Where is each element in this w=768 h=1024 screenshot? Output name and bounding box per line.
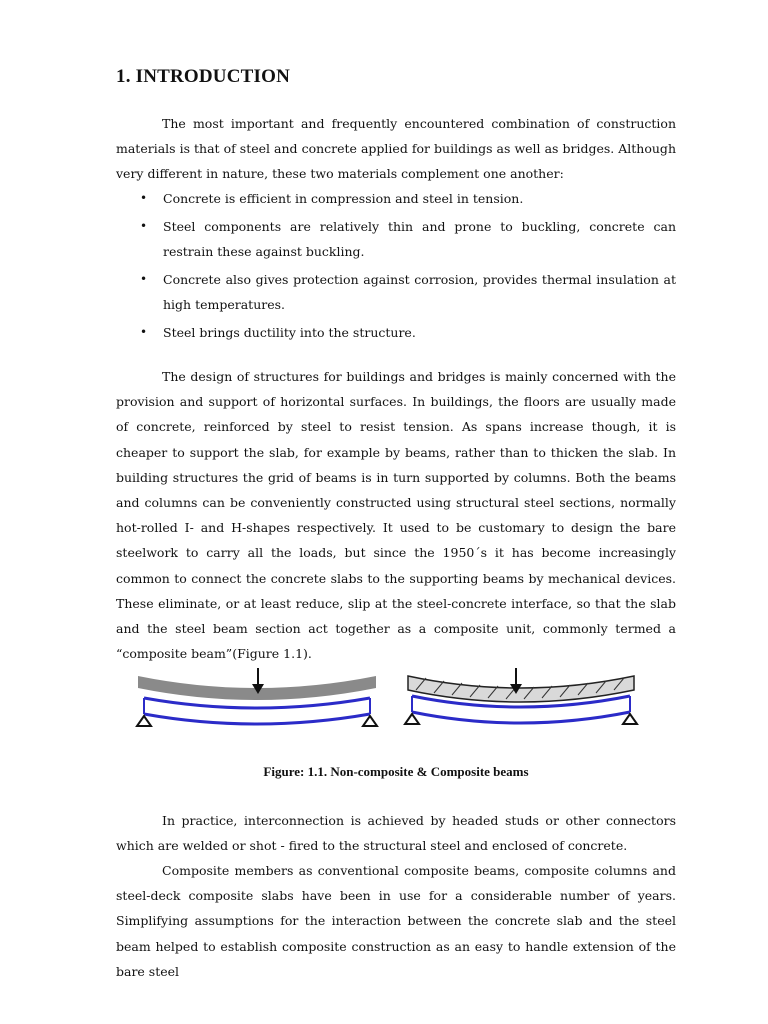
list-item: • Concrete is efficient in compression and steel in tension. (116, 186, 676, 212)
bullet-icon: • (140, 218, 148, 233)
support-icon (623, 714, 637, 724)
list-item: • Concrete also gives protection against corrosion, provides thermal insulation at high temperatures. (116, 267, 676, 318)
bullet-icon: • (140, 191, 148, 205)
composite-members-paragraph: Composite members as conventional composite beams, composite columns and steel-deck composite slabs have been in use for a considerable number of years. Simplifying assumptions for the interaction between the concrete slab and the steel beam helped to establish composite construction as an easy to handle extension of the bare steel (116, 863, 676, 979)
support-icon (405, 714, 419, 724)
figure-caption: Figure: 1.1. Non-composite & Composite beams (263, 764, 529, 779)
bullet-icon: • (140, 324, 148, 339)
bullet-icon: • (140, 271, 148, 286)
list-item: • Steel brings ductility into the structure. (116, 320, 676, 346)
intro-paragraph: The most important and frequently encountered combination of construction materials is that of steel and concrete applied for buildings as well as bridges. Although very different in nature, these two materials complement one another: (116, 116, 676, 182)
concrete-slab (408, 676, 634, 702)
practice-paragraph: In practice, interconnection is achieved by headed studs or other connectors which are welded or shot - fired to the structural steel and enclosed of concrete. (116, 813, 676, 854)
advantages-list (116, 186, 676, 347)
list-item: • Steel components are relatively thin and prone to buckling, concrete can restrain these against buckling. (116, 214, 676, 265)
steel-beam-bottom-flange (412, 712, 630, 723)
composite-beam-diagram (405, 668, 637, 724)
support-icon (137, 716, 151, 726)
non-composite-beam-diagram (137, 668, 377, 726)
beam-figure (134, 660, 674, 740)
steel-beam-bottom-flange (144, 714, 370, 724)
section-heading: 1. INTRODUCTION (116, 66, 291, 87)
support-icon (363, 716, 377, 726)
design-paragraph: The design of structures for buildings and bridges is mainly concerned with the provision and support of horizontal surfaces. In buildings, the floors are usually made of concrete, reinforced by steel to resist tension. As spans increase though, it is cheaper to support the slab, for example by beams, rather than to thicken the slab. In building structures the grid of beams is in turn supported by columns. Both the beams and columns can be conveniently constructed using structural steel sections, normally hot-rolled I- and H-shapes respectively. It used to be customary to design the bare steelwork to carry all the loads, but since the 1950´s it has become increasingly common to connect the concrete slabs to the supporting beams by mechanical devices. These eliminate, or at least reduce, slip at the steel-concrete interface, so that the slab and the steel beam section act together as a composite unit, commonly termed a “composite beam”(Figure 1.1). (116, 369, 676, 662)
